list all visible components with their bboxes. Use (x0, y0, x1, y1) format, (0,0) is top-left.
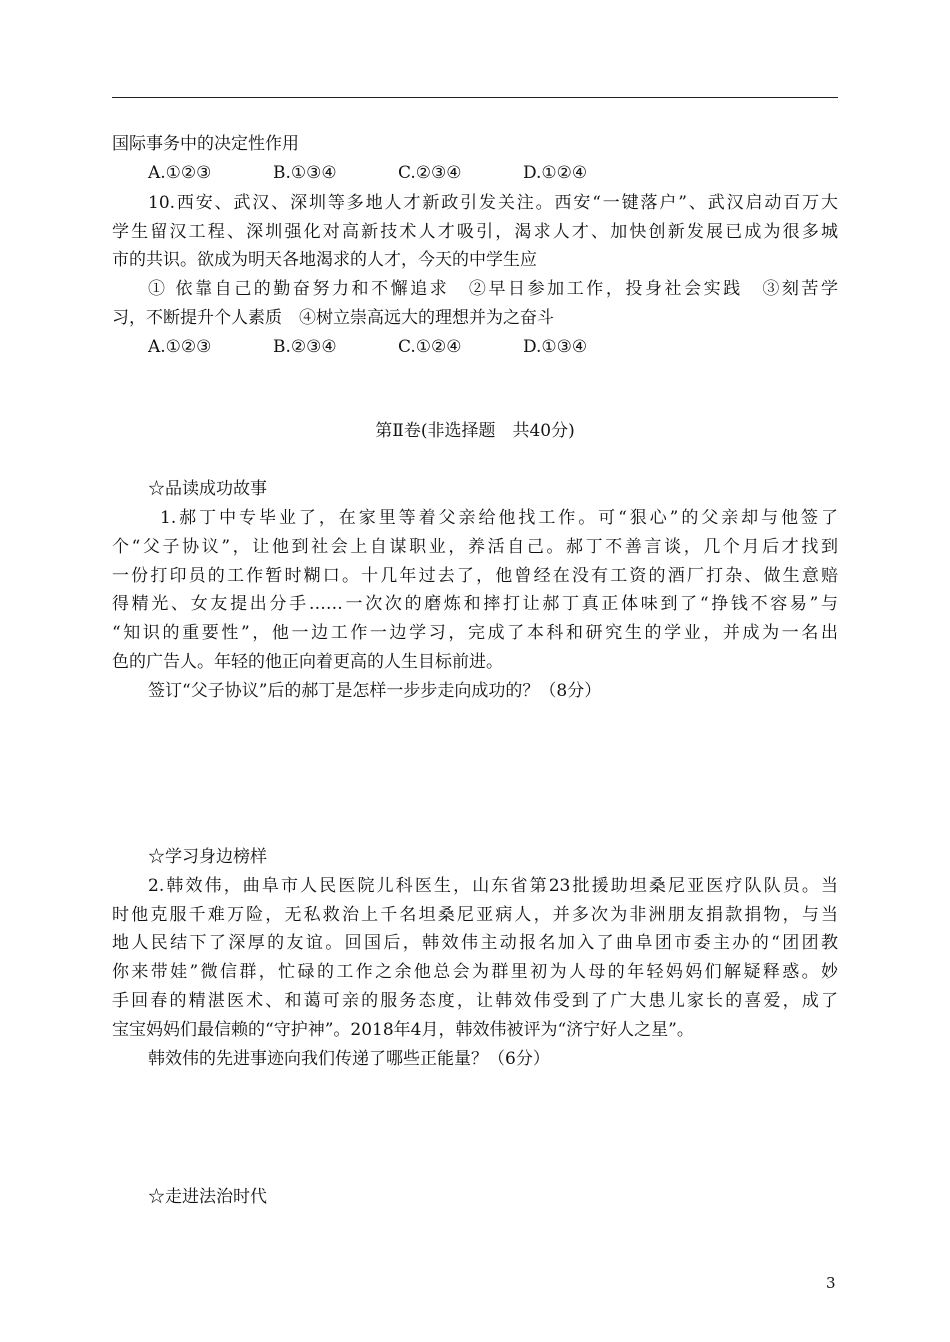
part1-line-3: 一份打印员的工作暂时糊口。十几年过去了，他曾经在没有工资的酒厂打杂、做生意赔 (112, 566, 838, 586)
q10-option-c: C.①②④ (398, 337, 462, 357)
q9-option-a: A.①②③ (148, 163, 212, 183)
part2-question: 韩效伟的先进事迹向我们传递了哪些正能量？（6分） (148, 1049, 550, 1069)
q9-option-b: B.①③④ (273, 163, 337, 183)
part3-heading: ☆走进法治时代 (148, 1187, 267, 1207)
part2-line-2: 时他克服千难万险，无私救治上千名坦桑尼亚病人，并多次为非洲朋友捐款捐物，与当 (112, 905, 838, 925)
part1-line-4: 得精光、女友提出分手……一次次的磨炼和摔打让郝丁真正体味到了“挣钱不容易”与 (112, 594, 838, 614)
q9-tail: 国际事务中的决定性作用 (112, 134, 299, 154)
page-number: 3 (826, 1274, 836, 1292)
part1-heading: ☆品读成功故事 (148, 479, 267, 499)
header-rule (112, 97, 838, 98)
part1-line-1: 1.郝丁中专毕业了，在家里等着父亲给他找工作。可“狠心”的父亲却与他签了 (160, 508, 838, 528)
part1-line-5: “知识的重要性”，他一边工作一边学习，完成了本科和研究生的学业，并成为一名出 (112, 623, 838, 643)
q10-line-5: 习，不断提升个人素质 ④树立崇高远大的理想并为之奋斗 (112, 308, 554, 328)
part2-line-5: 手回春的精湛医术、和蔼可亲的服务态度，让韩效伟受到了广大患儿家长的喜爱，成了 (112, 991, 838, 1011)
q10-option-a: A.①②③ (148, 337, 212, 357)
q10-option-b: B.②③④ (273, 337, 337, 357)
section-title: 第Ⅱ卷(非选择题 共40分) (375, 421, 575, 441)
part1-line-2: 个“父子协议”，让他到社会上自谋职业，养活自己。郝丁不善言谈，几个月后才找到 (112, 537, 838, 557)
q10-line-4: ① 依靠自己的勤奋努力和不懈追求 ②早日参加工作，投身社会实践 ③刻苦学 (148, 279, 838, 299)
part2-line-3: 地人民结下了深厚的友谊。回国后，韩效伟主动报名加入了曲阜团市委主办的“团团教 (112, 933, 838, 953)
part1-line-6: 色的广告人。年轻的他正向着更高的人生目标前进。 (112, 652, 503, 672)
q9-options (148, 161, 838, 185)
part2-line-1: 2.韩效伟，曲阜市人民医院儿科医生，山东省第23批援助坦桑尼亚医疗队队员。当 (148, 876, 838, 896)
part2-heading: ☆学习身边榜样 (148, 847, 267, 867)
q9-option-d: D.①②④ (523, 163, 588, 183)
q9-option-c: C.②③④ (398, 163, 462, 183)
q10-line-2: 学生留汉工程、深圳强化对高新技术人才吸引，渴求人才、加快创新发展已成为很多城 (112, 222, 838, 242)
part2-line-4: 你来带娃”微信群，忙碌的工作之余他总会为群里初为人母的年轻妈妈们解疑释惑。妙 (112, 962, 838, 982)
part2-line-6: 宝宝妈妈们最信赖的“守护神”。2018年4月，韩效伟被评为“济宁好人之星”。 (112, 1020, 694, 1040)
q10-line-1: 10.西安、武汉、深圳等多地人才新政引发关注。西安“一键落户”、武汉启动百万大 (148, 193, 838, 213)
part1-question: 签订“父子协议”后的郝丁是怎样一步步走向成功的？（8分） (148, 681, 602, 701)
q10-options (148, 335, 838, 359)
q10-option-d: D.①③④ (523, 337, 588, 357)
q10-line-3: 市的共识。欲成为明天各地渴求的人才，今天的中学生应 (112, 250, 537, 270)
